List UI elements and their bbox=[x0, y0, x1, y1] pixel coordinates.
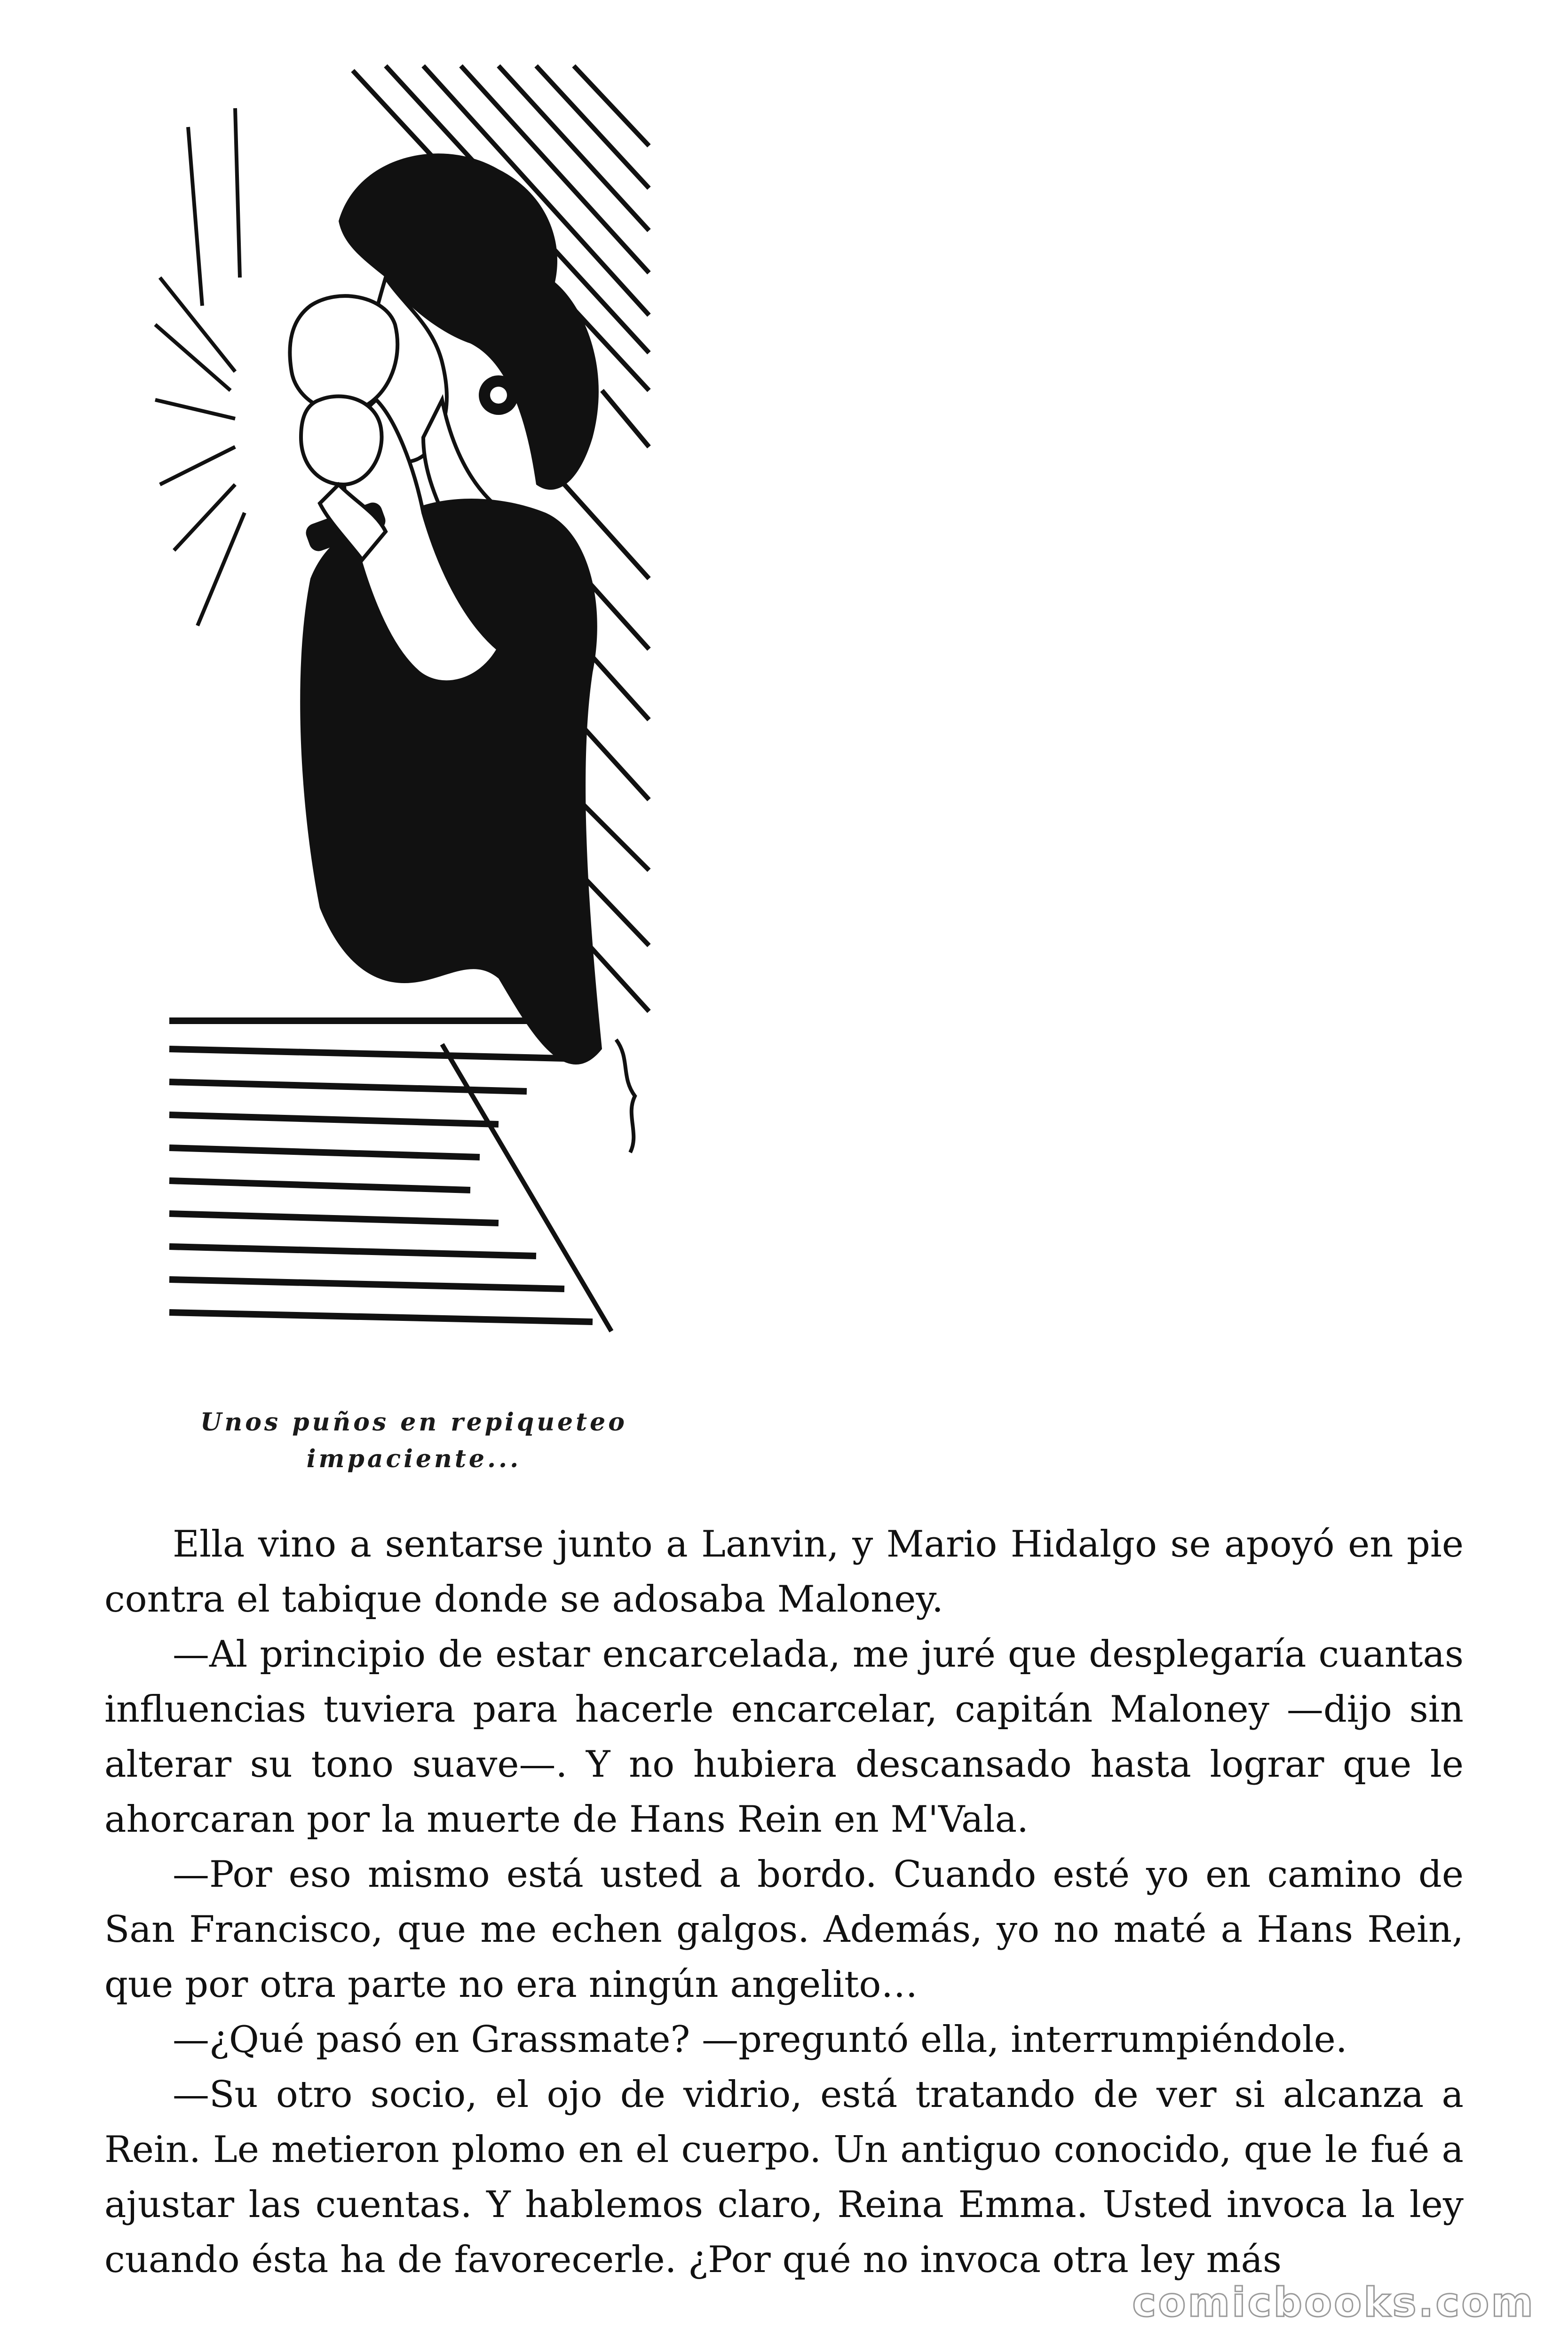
paragraph: —Al principio de estar encarcelada, me juré que desplegaría cuantas influencias tuviera para hacerle encarcelar, capitán Maloney —dijo sin alterar su tono suave—. Y no hubiera descansado hasta lograr que le ahorcaran por la muerte de Hans Rein en M'Vala. bbox=[104, 1633, 1464, 1841]
watermark: comicbooks.com bbox=[1132, 2279, 1535, 2326]
caption-line-1: Unos puños en repiqueteo bbox=[200, 1408, 627, 1437]
caption-line-2: impaciente... bbox=[306, 1445, 522, 1473]
illustration-caption bbox=[179, 1404, 649, 1478]
paragraph: —Por eso mismo está usted a bordo. Cuando esté yo en camino de San Francisco, que me echen galgos. Además, yo no maté a Hans Rein, que por otra parte no era ningún angelito… bbox=[104, 1853, 1464, 2006]
paragraph: —Su otro socio, el ojo de vidrio, está tratando de ver si alcanza a Rein. Le metieron plomo en el cuerpo. Un antiguo conocido, que le fué a ajustar las cuentas. Y hablemos claro, Reina Emma. Usted invoca la ley cuando ésta ha de favorecerle. ¿Por qué no invoca otra ley más bbox=[104, 2074, 1464, 2281]
paragraph: Ella vino a sentarse junto a Lanvin, y Mario Hidalgo se apoyó en pie contra el tabique donde se adosaba Maloney. bbox=[104, 1523, 1464, 1621]
paragraph: —¿Qué pasó en Grassmate? —preguntó ella, interrumpiéndole. bbox=[173, 2018, 1347, 2061]
body-text bbox=[104, 1517, 1464, 2288]
woman-knocking-illustration bbox=[141, 61, 658, 1406]
